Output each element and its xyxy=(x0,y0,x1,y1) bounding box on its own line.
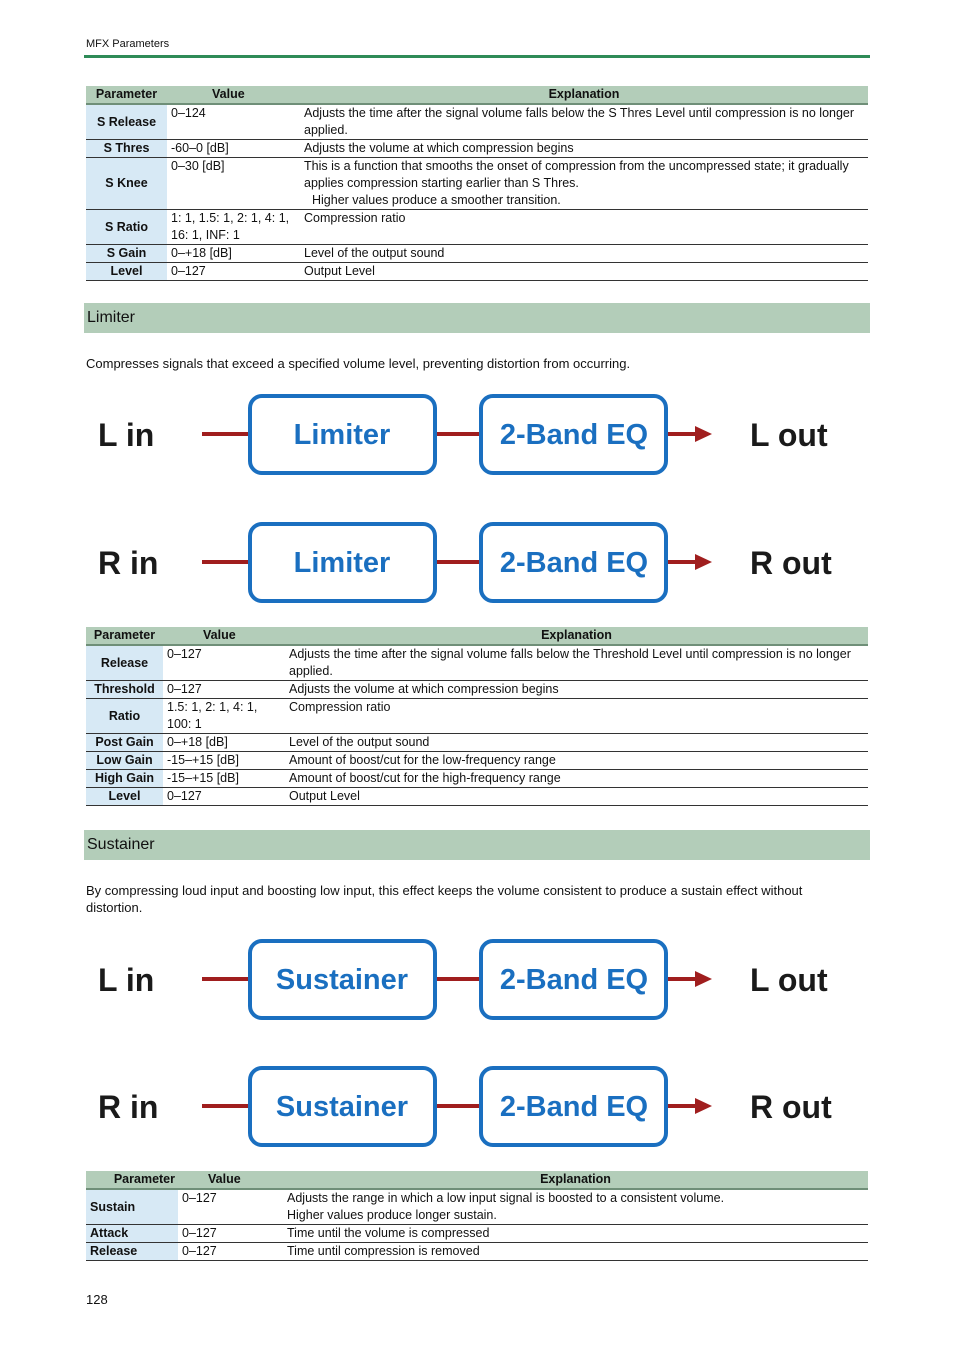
explanation-line: This is a function that smooths the onset of compression from the uncompressed state; it gradually applies compression starting earlier than S Thres. xyxy=(304,159,849,190)
param-name: High Gain xyxy=(86,770,163,788)
param-value: 1: 1, 1.5: 1, 2: 1, 4: 1, 16: 1, INF: 1 xyxy=(167,210,300,245)
param-value: 0–+18 [dB] xyxy=(163,734,285,752)
param-explanation: Output Level xyxy=(285,788,868,806)
effect-block-label: Limiter xyxy=(293,547,391,579)
table-row xyxy=(86,645,868,681)
table-row xyxy=(86,1225,868,1243)
param-name: Threshold xyxy=(86,681,163,699)
param-name: S Knee xyxy=(86,158,167,210)
effect-block-label: Limiter xyxy=(293,419,391,451)
section-heading-sustainer xyxy=(84,830,870,860)
param-name: Post Gain xyxy=(86,734,163,752)
col-header-parameter: Parameter xyxy=(86,627,163,645)
param-value: -60–0 [dB] xyxy=(167,140,300,158)
table-row xyxy=(86,788,868,806)
table-row xyxy=(86,681,868,699)
table-row xyxy=(86,263,868,281)
table-row xyxy=(86,1189,868,1225)
param-value: -15–+15 [dB] xyxy=(163,770,285,788)
param-value: 0–124 xyxy=(167,104,300,140)
param-value: 0–+18 [dB] xyxy=(167,245,300,263)
param-explanation: Adjusts the volume at which compression begins xyxy=(285,681,868,699)
eq-block-label: 2-Band EQ xyxy=(499,419,649,451)
sustainer-description: By compressing loud input and boosting low input, this effect keeps the volume consistent to produce a sustain effect without distortion. xyxy=(86,883,803,915)
table-row xyxy=(86,752,868,770)
param-name: S Release xyxy=(86,104,167,140)
table-row xyxy=(86,699,868,734)
param-explanation: Output Level xyxy=(300,263,868,281)
eq-block-label: 2-Band EQ xyxy=(499,547,649,579)
param-value: 0–127 xyxy=(163,788,285,806)
col-header-explanation: Explanation xyxy=(300,86,868,104)
arrow-head-icon xyxy=(695,554,712,570)
param-name: S Gain xyxy=(86,245,167,263)
param-explanation: Amount of boost/cut for the low-frequency range xyxy=(285,752,868,770)
param-value: 1.5: 1, 2: 1, 4: 1, 100: 1 xyxy=(163,699,285,734)
col-header-explanation: Explanation xyxy=(283,1171,868,1189)
param-name: Ratio xyxy=(86,699,163,734)
col-header-value: Value xyxy=(178,1171,283,1189)
explanation-note: Higher values produce longer sustain. xyxy=(287,1208,497,1222)
param-explanation: Adjusts the time after the signal volume falls below the S Thres Level until compression is no longer applied. xyxy=(300,104,868,140)
param-name: Release xyxy=(86,1243,178,1261)
param-name: Level xyxy=(86,788,163,806)
input-label: L in xyxy=(98,417,155,453)
param-name: Low Gain xyxy=(86,752,163,770)
explanation-line: Adjusts the range in which a low input signal is boosted to a consistent volume. xyxy=(287,1191,725,1205)
param-name: S Thres xyxy=(86,140,167,158)
table-row xyxy=(86,140,868,158)
output-label: R out xyxy=(750,1089,832,1125)
param-value: 0–127 xyxy=(178,1243,283,1261)
limiter-diagram-r xyxy=(90,518,850,608)
explanation-note: Higher values produce a smoother transition. xyxy=(312,193,561,207)
param-value: 0–127 xyxy=(163,681,285,699)
table-row xyxy=(86,245,868,263)
params-table-sustainer xyxy=(86,1171,868,1261)
page-number: 128 xyxy=(86,1292,108,1307)
params-table-compressor xyxy=(86,86,868,281)
effect-block-label: Sustainer xyxy=(275,964,409,996)
param-name: Level xyxy=(86,263,167,281)
table-row xyxy=(86,210,868,245)
param-value: 0–127 xyxy=(163,645,285,681)
table-row xyxy=(86,104,868,140)
param-explanation: Compression ratio xyxy=(285,699,868,734)
param-value: 0–127 xyxy=(178,1225,283,1243)
section-title: Limiter xyxy=(87,309,136,326)
arrow-head-icon xyxy=(695,1098,712,1114)
input-label: R in xyxy=(98,545,159,581)
header-rule xyxy=(84,55,870,58)
table-row xyxy=(86,158,868,210)
output-label: L out xyxy=(750,962,828,998)
table-row xyxy=(86,734,868,752)
param-explanation: Level of the output sound xyxy=(300,245,868,263)
col-header-value: Value xyxy=(167,86,300,104)
param-name: Sustain xyxy=(86,1189,178,1225)
output-label: L out xyxy=(750,417,828,453)
input-label: R in xyxy=(98,1089,159,1125)
param-value: -15–+15 [dB] xyxy=(163,752,285,770)
col-header-value: Value xyxy=(163,627,285,645)
table-row xyxy=(86,770,868,788)
param-name: S Ratio xyxy=(86,210,167,245)
output-label: R out xyxy=(750,545,832,581)
col-header-explanation: Explanation xyxy=(285,627,868,645)
param-value: 0–30 [dB] xyxy=(167,158,300,210)
param-explanation: Time until the volume is compressed xyxy=(283,1225,868,1243)
param-explanation: Adjusts the volume at which compression begins xyxy=(300,140,868,158)
running-header: MFX Parameters xyxy=(86,38,170,50)
eq-block-label: 2-Band EQ xyxy=(499,1091,649,1123)
sustainer-diagram-l xyxy=(90,935,850,1025)
sustainer-diagram-r xyxy=(90,1062,850,1152)
param-explanation: Amount of boost/cut for the high-frequency range xyxy=(285,770,868,788)
param-explanation: Level of the output sound xyxy=(285,734,868,752)
param-value: 0–127 xyxy=(178,1189,283,1225)
input-label: L in xyxy=(98,962,155,998)
param-explanation: Adjusts the time after the signal volume falls below the Threshold Level until compression is no longer applied. xyxy=(285,645,868,681)
params-table-limiter xyxy=(86,627,868,806)
param-explanation: Time until compression is removed xyxy=(283,1243,868,1261)
col-header-parameter: Parameter xyxy=(86,86,167,104)
arrow-head-icon xyxy=(695,971,712,987)
effect-block-label: Sustainer xyxy=(275,1091,409,1123)
eq-block-label: 2-Band EQ xyxy=(499,964,649,996)
section-title: Sustainer xyxy=(87,836,155,853)
param-value: 0–127 xyxy=(167,263,300,281)
param-explanation xyxy=(283,1189,868,1225)
limiter-description: Compresses signals that exceed a specified volume level, preventing distortion from occurring. xyxy=(86,356,631,371)
arrow-head-icon xyxy=(695,426,712,442)
param-explanation xyxy=(300,158,868,210)
param-name: Attack xyxy=(86,1225,178,1243)
col-header-parameter: Parameter xyxy=(86,1171,178,1189)
table-row xyxy=(86,1243,868,1261)
param-name: Release xyxy=(86,645,163,681)
section-heading-limiter xyxy=(84,303,870,333)
limiter-diagram-l xyxy=(90,390,850,480)
param-explanation: Compression ratio xyxy=(300,210,868,245)
